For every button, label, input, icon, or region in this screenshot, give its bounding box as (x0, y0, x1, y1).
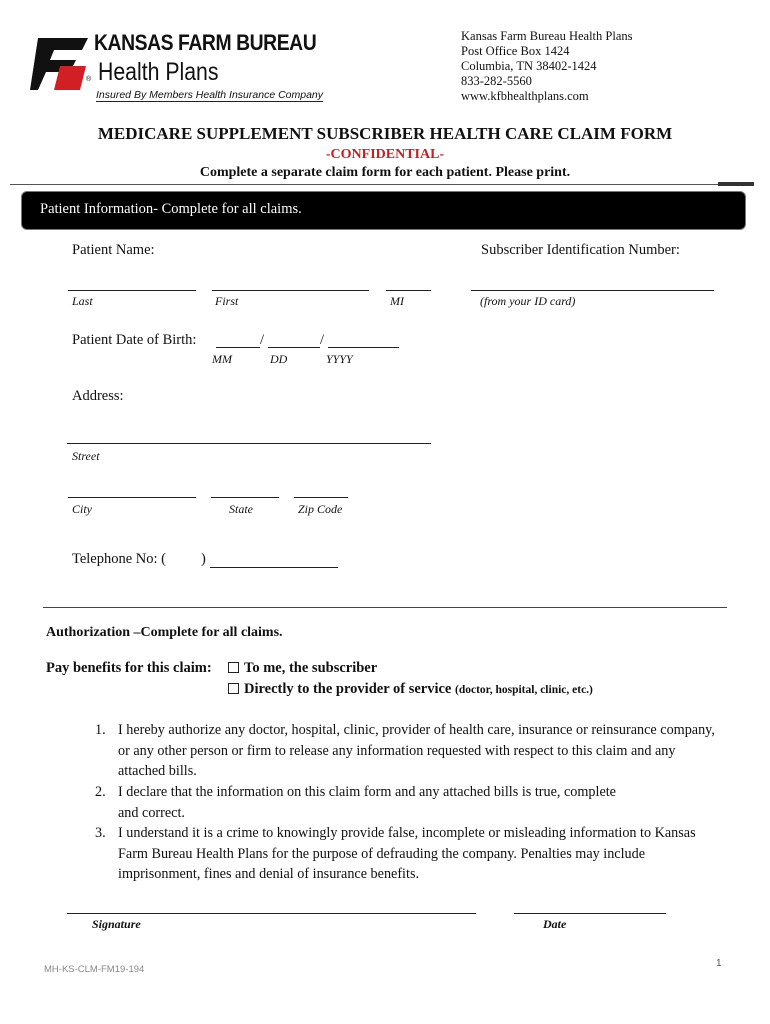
item-text: I declare that the information on this claim form and any attached bills is true, complete and correct. (118, 784, 616, 821)
dob-month-field[interactable] (216, 347, 260, 348)
authorization-heading: Authorization –Complete for all claims. (46, 625, 283, 640)
address-line-2: Post Office Box 1424 (461, 44, 570, 58)
form-instruction: Complete a separate claim form for each patient. Please print. (199, 165, 571, 180)
dob-year-field[interactable] (328, 347, 399, 348)
option-subscriber-text: To me, the subscriber (244, 660, 378, 676)
address-label: Address: (72, 388, 124, 404)
state-field[interactable] (211, 497, 279, 498)
form-code: MH-KS-CLM-FM19-194 (44, 964, 145, 975)
address-line-1: Kansas Farm Bureau Health Plans (461, 29, 633, 43)
mi-caption: MI (390, 294, 404, 308)
dob-yyyy-caption: YYYY (326, 352, 353, 366)
subscriber-id-label: Subscriber Identification Number: (481, 242, 680, 258)
option-subscriber[interactable] (228, 660, 377, 677)
form-title: MEDICARE SUPPLEMENT SUBSCRIBER HEALTH CARE CLAIM FORM (97, 124, 673, 143)
provider-checkbox[interactable] (228, 683, 239, 694)
signature-caption: Signature (92, 917, 141, 931)
signature-field[interactable] (67, 913, 476, 914)
zip-field[interactable] (294, 497, 348, 498)
pay-benefits-label: Pay benefits for this claim: (46, 660, 212, 676)
last-name-caption: Last (72, 294, 93, 308)
dob-slash-2: / (320, 332, 325, 348)
middle-initial-field[interactable] (386, 290, 431, 291)
item-text: I hereby authorize any doctor, hospital, clinic, provider of health care, insurance or reinsurance company, or any other person or firm to release any information requested with respect to this claim and any attached bills. (118, 722, 715, 779)
logo-brand-name: KANSAS FARM BUREAU (94, 30, 317, 55)
telephone-paren-close: ) (201, 551, 206, 567)
logo-insured-by: Insured By Members Health Insurance Company (96, 89, 324, 101)
id-card-hint: (from your ID card) (480, 294, 576, 308)
header-divider-thick (718, 182, 754, 186)
city-caption: City (72, 502, 92, 516)
first-name-caption: First (215, 294, 239, 308)
date-caption: Date (543, 917, 567, 931)
dob-dd-caption: DD (270, 352, 288, 366)
address-line-3: Columbia, TN 38402-1424 (461, 59, 597, 73)
page-number: 1 (716, 958, 722, 969)
city-field[interactable] (68, 497, 196, 498)
state-caption: State (229, 502, 253, 516)
authorization-item-2 (95, 782, 715, 823)
confidential-label: -CONFIDENTIAL- (325, 147, 445, 162)
patient-section-title: Patient Information- Complete for all claims. (40, 201, 302, 217)
registered-mark: ® (86, 76, 92, 83)
dob-mm-caption: MM (212, 352, 232, 366)
date-field[interactable] (514, 913, 666, 914)
first-name-field[interactable] (212, 290, 369, 291)
patient-name-label: Patient Name: (72, 242, 155, 258)
last-name-field[interactable] (68, 290, 196, 291)
address-phone: 833-282-5560 (461, 74, 532, 88)
telephone-field[interactable] (210, 567, 338, 568)
item-text: I understand it is a crime to knowingly provide false, incomplete or misleading information to Kansas Farm Bureau Health Plans for the purpose of defrauding the company. Penalties may include imprisonment, fines and denial of insurance benefits. (118, 825, 696, 882)
kfb-logo-icon (30, 36, 90, 92)
option-provider[interactable] (228, 681, 593, 698)
street-caption: Street (72, 449, 100, 463)
header-divider (10, 184, 720, 185)
item-number: 3. (95, 825, 106, 841)
dob-day-field[interactable] (268, 347, 320, 348)
authorization-item-3 (95, 823, 715, 885)
option-provider-text: Directly to the provider of service (244, 681, 452, 697)
option-provider-note: (doctor, hospital, clinic, etc.) (455, 684, 593, 696)
address-website: www.kfbhealthplans.com (461, 89, 589, 103)
subscriber-id-field[interactable] (471, 290, 714, 291)
authorization-divider (43, 607, 727, 608)
subscriber-checkbox[interactable] (228, 662, 239, 673)
authorization-item-1 (95, 720, 715, 782)
dob-label: Patient Date of Birth: (72, 332, 197, 348)
item-number: 1. (95, 722, 106, 738)
dob-slash-1: / (260, 332, 265, 348)
logo-health-plans: Health Plans (98, 58, 219, 86)
item-number: 2. (95, 784, 106, 800)
street-field[interactable] (67, 443, 431, 444)
zip-caption: Zip Code (298, 502, 343, 516)
telephone-label: Telephone No: ( (72, 551, 167, 567)
